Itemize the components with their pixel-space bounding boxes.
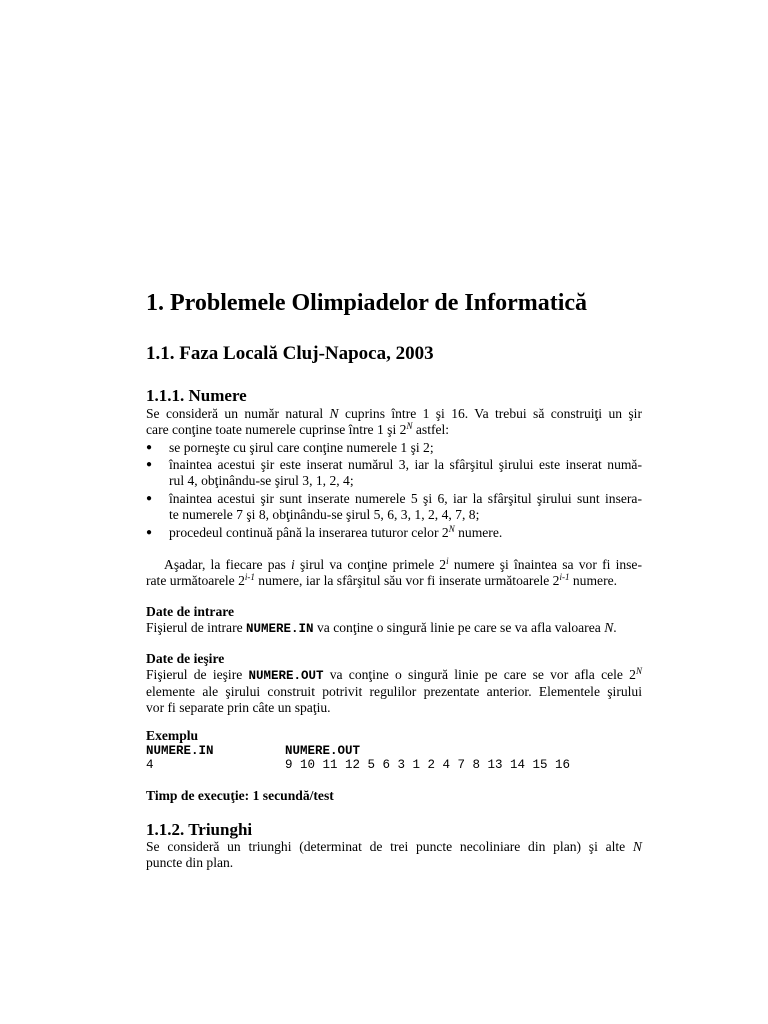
example-heading: Exemplu (146, 728, 199, 743)
output-description: Fişierul de ieşire NUMERE.OUT va conţine o singură linie pe care se vor afla cele $2^N$ elemente ale şirului construit potrivit regulilor prezentate anterior. Elementele şirului vor fi separate prin câte un spaţiu. (146, 666, 642, 715)
example-out-header: NUMERE.OUT (285, 744, 361, 758)
output-heading: Date de ieşire (146, 651, 225, 666)
chapter-title: 1. Problemele Olimpiadelor de Informatică (146, 290, 588, 316)
section-title: 1.1. Faza Locală Cluj-Napoca, 2003 (146, 343, 434, 364)
time-limit: Timp de execuţie: 1 secundă/test (146, 788, 334, 803)
explanation-paragraph: Aşadar, la fiecare pas i şirul va conţine primele 2$^i$ numere şi înaintea sa vor fi inse- rate următoarele 2$^{i-1}$ numere, iar la sfârşitul său vor fi inserate următoarele 2$^{i-1}$ numere. (146, 556, 642, 588)
list-item: ● se porneşte cu şirul care conţine numerele 1 şi 2; (146, 440, 434, 455)
bullet-icon: ● (146, 493, 153, 504)
bullet-icon: ● (146, 442, 153, 453)
list-item: ● înaintea acestui şir sunt inserate numerele 5 şi 6, iar la sfârşitul şirului sunt insera- te numerele 7 şi 8, obţinându-se şirul 5, 6, 3, 1, 2, 4, 7, 8; (146, 491, 642, 522)
input-heading: Date de intrare (146, 604, 235, 619)
example-in-value: 4 (146, 758, 154, 772)
example-out-value: 9 10 11 12 5 6 3 1 2 4 7 8 13 14 15 16 (285, 758, 571, 772)
problem-title-numere: 1.1.1. Numere (146, 386, 247, 405)
bullet-icon: ● (146, 527, 153, 538)
output-filename: NUMERE.OUT (248, 669, 324, 683)
problem-intro: Se consideră un număr natural N cuprins între 1 şi 16. Va trebui să construiţi un şir care conţine toate numerele cuprinse între 1 şi $2^N$ astfel: (146, 406, 642, 437)
example-headers (146, 743, 361, 759)
list-item: ● procedeul continuă până la inserarea tuturor celor $2^N$ numere. (146, 524, 503, 540)
input-filename: NUMERE.IN (246, 622, 314, 636)
bullet-icon: ● (146, 459, 153, 470)
example-in-header: NUMERE.IN (146, 744, 214, 758)
problem2-intro: Se consideră un triunghi (determinat de trei puncte necoliniare din plan) şi alte N puncte din plan. (146, 839, 642, 870)
input-description: Fişierul de intrare NUMERE.IN va conţine o singură linie pe care se va afla valoarea N. (146, 620, 617, 636)
example-values (146, 757, 571, 773)
list-item: ● înaintea acestui şir este inserat numărul 3, iar la sfârşitul şirului este inserat numă- rul 4, obţinându-se şirul 3, 1, 2, 4; (146, 457, 642, 488)
rules-list (146, 440, 642, 541)
problem-title-triunghi: 1.1.2. Triunghi (146, 820, 253, 839)
